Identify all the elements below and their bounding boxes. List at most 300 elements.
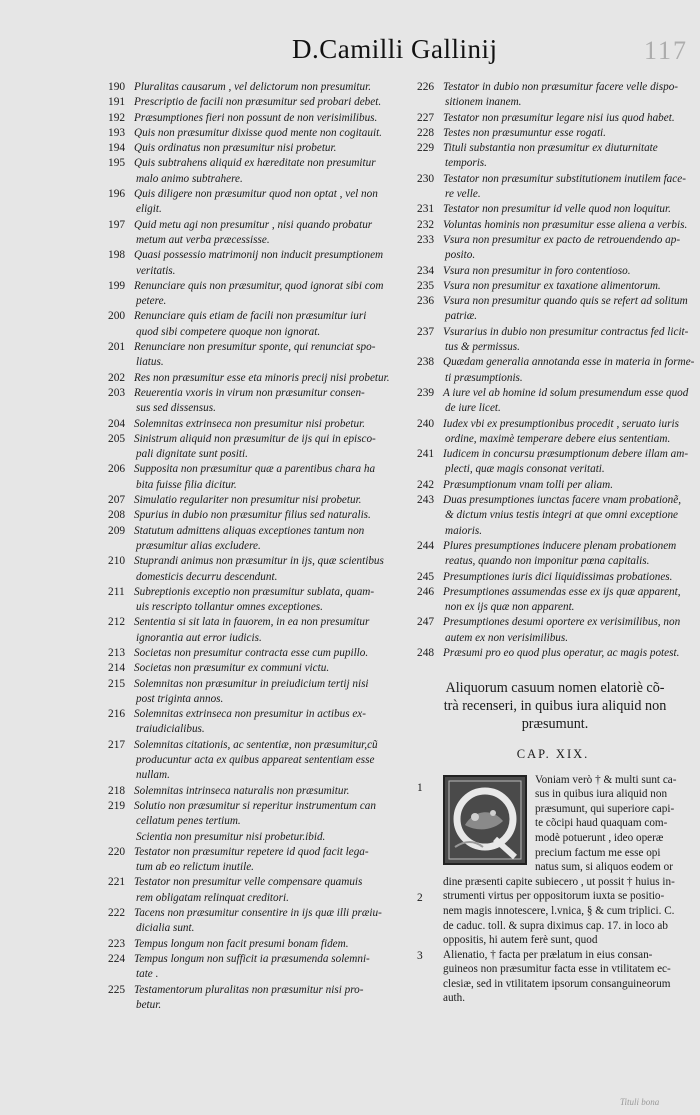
entry-text <box>134 937 410 952</box>
entry-number: 194 <box>108 142 126 155</box>
entry-text <box>443 233 689 264</box>
index-entry <box>108 875 410 906</box>
section-heading-line: trà recenseri, in quibus iura aliquid non <box>443 698 667 715</box>
entry-text <box>134 95 410 110</box>
entry-text <box>134 661 410 676</box>
entry-line: Renunciare non presumitur sponte, qui renunciat spo- <box>134 341 376 354</box>
entry-text <box>134 615 410 646</box>
index-entry <box>417 646 689 661</box>
entry-line: Solemnitas extrinseca non presumitur in actibus ex- <box>134 708 366 721</box>
entry-line: tum ab eo relictum inutile. <box>136 861 254 874</box>
entry-line: producuntur acta ex quibus appareat sententiam esse <box>136 754 375 767</box>
entry-line: ti præsumptionis. <box>445 371 523 384</box>
entry-text <box>134 156 410 187</box>
index-entry <box>108 218 410 249</box>
chapter-body <box>417 773 689 1007</box>
entry-text <box>134 111 410 126</box>
entry-line: Simulatio regulariter non presumitur nisi probetur. <box>134 494 362 507</box>
index-entry <box>108 156 410 187</box>
entry-line: Spurius in dubio non præsumitur filius sed naturalis. <box>134 509 371 522</box>
entry-line: Plures presumptiones inducere plenam probationem <box>443 539 677 552</box>
index-entry <box>108 141 410 156</box>
entry-line: tus & permissus. <box>445 341 520 354</box>
entry-line: nullam. <box>136 769 170 782</box>
index-entry <box>417 325 689 356</box>
index-entry <box>108 340 410 371</box>
entry-number: 222 <box>108 907 126 920</box>
entry-text <box>443 279 689 294</box>
entry-line: reatus, quando non imponitur pœna capitalis. <box>445 555 650 568</box>
index-entry <box>108 615 410 646</box>
entry-number: 247 <box>417 616 435 629</box>
index-entry <box>417 447 689 478</box>
entry-text <box>134 646 410 661</box>
entry-number: 212 <box>108 616 126 629</box>
index-entry <box>108 187 410 218</box>
entry-line: posito. <box>445 249 476 262</box>
entry-line: Solemnitas non præsumitur in preiudicium tertij nisi <box>134 677 369 690</box>
index-entry <box>417 493 689 539</box>
entry-line: Præsumptiones fieri non possunt de non verisimilibus. <box>134 111 378 124</box>
index-entry <box>108 952 410 983</box>
index-entry <box>417 279 689 294</box>
entry-line: Scientia non presumitur nisi probetur.ibid. <box>136 830 326 843</box>
entry-number: 245 <box>417 570 435 583</box>
entry-number: 206 <box>108 463 126 476</box>
index-entry <box>108 95 410 110</box>
entry-number: 236 <box>417 295 435 308</box>
entry-number: 213 <box>108 646 126 659</box>
entry-number: 232 <box>417 218 435 231</box>
entry-number: 237 <box>417 325 435 338</box>
body-line: te cõcipi haud quaquam com- <box>535 817 668 830</box>
body-line: guineos non præsumitur facta esse in vtilitatem ec- <box>443 963 671 976</box>
index-entry <box>108 462 410 493</box>
index-entry <box>108 906 410 937</box>
index-entry <box>108 279 410 310</box>
index-entry <box>417 386 689 417</box>
body-line: Voniam verò † & multi sunt ca- <box>535 773 677 786</box>
index-entry <box>108 661 410 676</box>
index-entry <box>108 937 410 952</box>
entry-number: 227 <box>417 111 435 124</box>
entry-number: 221 <box>108 876 126 889</box>
entry-number: 208 <box>108 509 126 522</box>
entry-text <box>134 309 410 340</box>
entry-text <box>443 493 689 539</box>
entry-text <box>443 202 689 217</box>
entry-text <box>443 585 689 616</box>
show-through-text: Tituli bona <box>620 1097 660 1107</box>
body-line: sus in quibus iura aliquid non <box>535 788 668 801</box>
entry-text <box>134 141 410 156</box>
entry-number: 238 <box>417 356 435 369</box>
entry-line: liatus. <box>136 356 164 369</box>
entry-line: Quis non præsumitur dixisse quod mente non cogitauit. <box>134 126 382 139</box>
entry-line: Sententia si sit lata in fauorem, in ea non presumitur <box>134 616 370 629</box>
index-entry <box>417 80 689 111</box>
index-entry <box>108 371 410 386</box>
entry-line: Vsura non presumitur ex taxatione alimentorum. <box>443 279 661 292</box>
entry-text <box>443 355 694 386</box>
index-entry <box>108 386 410 417</box>
entry-number: 192 <box>108 111 126 124</box>
entry-number: 230 <box>417 172 435 185</box>
entry-text <box>443 172 689 203</box>
entry-text <box>443 111 689 126</box>
index-entry <box>108 554 410 585</box>
index-entry <box>108 677 410 708</box>
entry-text <box>134 845 410 876</box>
entry-text <box>443 447 689 478</box>
entry-number: 216 <box>108 708 126 721</box>
entry-text <box>134 799 410 845</box>
index-entry <box>417 218 689 233</box>
index-entry <box>417 264 689 279</box>
entry-text <box>134 875 410 906</box>
entry-line: Presumptiones desumi oportere ex verisimilibus, non <box>443 616 681 629</box>
body-line: Alienatio, † facta per prælatum in eius consan- <box>443 948 653 961</box>
entry-line: Quid metu agi non presumitur , nisi quando probatur <box>134 218 373 231</box>
entry-text <box>134 707 410 738</box>
body-line: præsumunt, qui superiore capi- <box>535 802 675 815</box>
entry-line: Pluralitas causarum , vel delictorum non presumitur. <box>134 81 371 93</box>
entry-number: 209 <box>108 524 126 537</box>
body-line: precium factum me esse opi <box>535 846 661 859</box>
entry-text <box>134 524 410 555</box>
entry-text <box>134 80 410 95</box>
entry-text <box>134 508 410 523</box>
entry-number: 193 <box>108 126 126 139</box>
entry-text <box>134 493 410 508</box>
right-entries <box>417 80 695 661</box>
entry-number: 220 <box>108 845 126 858</box>
entry-number: 218 <box>108 784 126 797</box>
entry-number: 226 <box>417 81 435 93</box>
index-entry <box>417 355 695 386</box>
index-entry <box>108 799 410 845</box>
index-entry <box>108 80 410 95</box>
entry-number: 211 <box>108 585 125 598</box>
entry-line: Testes non præsumuntur esse rogati. <box>443 126 606 139</box>
entry-number: 234 <box>417 264 435 277</box>
index-entry <box>417 539 689 570</box>
entry-line: & dictum vnius testis integri at que omni exceptione <box>445 509 679 522</box>
entry-text <box>443 478 689 493</box>
entry-text <box>134 738 410 784</box>
section-heading-line: Aliquorum casuum nomen elatoriè cõ- <box>445 680 665 697</box>
section-heading <box>421 679 689 733</box>
right-column-index <box>417 80 695 1006</box>
entry-line: ignorantia aut error iudicis. <box>136 631 262 644</box>
entry-number: 233 <box>417 233 435 246</box>
entry-line: domesticis decurru descendunt. <box>136 570 278 583</box>
entry-line: Supposita non præsumitur quæ a parentibus chara ha <box>134 463 376 476</box>
entry-text <box>134 417 410 432</box>
entry-number: 202 <box>108 371 126 384</box>
index-entry <box>108 983 410 1014</box>
entry-line: betur. <box>136 998 162 1011</box>
entry-number: 240 <box>417 417 435 430</box>
page-header <box>0 30 700 70</box>
entry-line: quod sibi competere quoque non ignorat. <box>136 325 321 338</box>
entry-number: 224 <box>108 952 126 965</box>
entry-number: 246 <box>417 585 435 598</box>
entry-line: Renunciare quis etiam de facili non præsumitur iuri <box>134 310 367 323</box>
index-entry <box>417 172 689 203</box>
entry-line: ordine, maximè temperare debere eius sententiam. <box>445 432 671 445</box>
entry-line: pali dignitate sunt positi. <box>136 448 248 461</box>
body-line: nem magis innotescere, l.vnica, § & cum triplici. C. <box>443 904 675 917</box>
entry-line: sitionem inanem. <box>445 96 522 109</box>
entry-text <box>134 340 410 371</box>
entry-number: 214 <box>108 662 126 675</box>
entry-line: Solemnitas citationis, ac sententiæ, non præsumitur,cũ <box>134 738 378 751</box>
body-line: dine præsenti capite subiecero , ut possit † huius in- <box>443 875 675 888</box>
index-entry <box>417 233 689 264</box>
index-entry <box>417 570 689 585</box>
entry-line: maioris. <box>445 524 482 537</box>
index-entry <box>108 845 410 876</box>
entry-text <box>134 952 410 983</box>
entry-line: tate . <box>136 968 159 981</box>
entry-line: Prescriptio de facili non præsumitur sed probari debet. <box>134 96 382 109</box>
marginal-number: 1 <box>417 781 423 794</box>
body-line: modè potuerunt , ideo operæ <box>535 831 664 844</box>
entry-line: Vsura non presumitur quando quis se refert ad solitum <box>443 295 688 308</box>
entry-text <box>443 264 689 279</box>
index-entry <box>417 585 689 616</box>
index-entry <box>108 585 410 616</box>
entry-line: Testator non præsumitur legare nisi ius quod habet. <box>443 111 675 124</box>
entry-line: autem ex non verisimilibus. <box>445 631 569 644</box>
entry-number: 229 <box>417 142 435 155</box>
entry-text <box>443 325 689 356</box>
entry-line: Solemnitas extrinseca non presumitur nisi probetur. <box>134 417 365 430</box>
entry-line: Quasi possessio matrimonij non inducit presumptionem <box>134 249 384 262</box>
entry-line: Sinistrum aliquid non præsumitur de ijs qui in episco- <box>134 432 376 445</box>
entry-number: 205 <box>108 432 126 445</box>
entry-line: Testator non presumitur velle compensare quamuis <box>134 876 363 889</box>
entry-number: 219 <box>108 799 126 812</box>
index-entry <box>417 126 689 141</box>
entry-number: 191 <box>108 96 126 109</box>
entry-number: 190 <box>108 81 126 93</box>
index-entry <box>108 493 410 508</box>
entry-number: 199 <box>108 279 126 292</box>
entry-line: Societas non presumitur contracta esse cum pupillo. <box>134 646 369 659</box>
entry-number: 207 <box>108 494 126 507</box>
index-entry <box>108 417 410 432</box>
entry-line: Testamentorum pluralitas non præsumitur nisi pro- <box>134 983 364 996</box>
entry-number: 225 <box>108 983 126 996</box>
entry-line: Reuerentia vxoris in virum non præsumitur consen- <box>134 386 365 399</box>
entry-number: 210 <box>108 555 126 568</box>
entry-number: 239 <box>417 386 435 399</box>
entry-number: 242 <box>417 478 435 491</box>
entry-line: de iure licet. <box>445 402 501 415</box>
entry-number: 243 <box>417 494 435 507</box>
body-line: auth. <box>443 992 466 1005</box>
entry-number: 195 <box>108 157 126 170</box>
entry-text <box>443 126 689 141</box>
entry-line: sus sed dissensus. <box>136 402 216 415</box>
entry-line: Vsura non presumitur in foro contentioso. <box>443 264 631 277</box>
entry-text <box>134 187 410 218</box>
entry-line: re velle. <box>445 188 481 201</box>
decorated-initial-q-icon <box>443 775 527 865</box>
entry-line: præsumitur alias excludere. <box>136 539 261 552</box>
index-entry <box>417 141 689 172</box>
entry-text <box>443 615 689 646</box>
entry-line: Presumptiones assumendas esse ex ijs quæ apparent, <box>443 585 681 598</box>
entry-line: Quis subtrahens aliquid ex hæreditate non presumitur <box>134 157 376 170</box>
entry-line: Quædam generalia annotanda esse in materia in forme- <box>443 356 695 369</box>
body-line: natus sum, si aliquos eodem or <box>535 861 673 874</box>
entry-text <box>134 248 410 279</box>
entry-line: petere. <box>136 295 167 308</box>
running-title: D.Camilli Gallinij <box>292 34 498 64</box>
entry-text <box>134 784 410 799</box>
entry-number: 197 <box>108 218 126 231</box>
entry-number: 201 <box>108 341 126 354</box>
entry-text <box>134 585 410 616</box>
entry-line: plecti, quæ magis consonat veritati. <box>445 463 605 476</box>
entry-text <box>134 983 410 1014</box>
entry-line: Res non præsumitur esse eta minoris precij nisi probetur. <box>134 371 390 384</box>
index-entry <box>417 615 689 646</box>
entry-text <box>134 218 410 249</box>
section-heading-line: præsumunt. <box>521 716 589 733</box>
entry-line: Testator non presumitur id velle quod non loquitur. <box>443 203 671 216</box>
index-entry <box>108 508 410 523</box>
entry-text <box>134 432 410 463</box>
entry-line: Duas presumptiones iunctas facere vnam probationẽ, <box>443 494 682 507</box>
entry-line: bita fuisse filia dicitur. <box>136 478 237 491</box>
entry-line: A iure vel ab homine id solum presumendum esse quod <box>443 386 689 399</box>
entry-text <box>134 462 410 493</box>
entry-number: 241 <box>417 448 435 461</box>
left-column-index <box>108 80 410 1013</box>
entry-text <box>443 294 689 325</box>
entry-line: Vsurarius in dubio non presumitur contractus fed licit- <box>443 325 689 338</box>
entry-text <box>443 646 689 661</box>
entry-line: Tituli substantia non præsumitur ex diuturnitate <box>443 142 658 155</box>
index-entry <box>108 432 410 463</box>
index-entry <box>417 294 689 325</box>
entry-number: 203 <box>108 386 126 399</box>
index-entry <box>108 126 410 141</box>
entry-number: 248 <box>417 646 435 659</box>
index-entry <box>417 202 689 217</box>
marginal-number: 2 <box>417 891 423 904</box>
entry-line: Testator non præsumitur repetere id quod facit lega- <box>134 845 369 858</box>
entry-line: Voluntas hominis non præsumitur esse aliena a verbis. <box>443 218 688 231</box>
entry-line: Solemnitas intrinseca naturalis non præsumitur. <box>134 784 350 797</box>
entry-line: Præsumi pro eo quod plus operatur, ac magis potest. <box>443 646 680 659</box>
index-entry <box>108 309 410 340</box>
entry-line: malo animo subtrahere. <box>136 172 243 185</box>
entry-text <box>443 218 689 233</box>
entry-line: Iudicem in concursu præsumptionum debere illam am- <box>443 448 689 461</box>
entry-line: temporis. <box>445 157 487 170</box>
entry-text <box>443 80 689 111</box>
entry-line: Stuprandi animus non præsumitur in ijs, quæ scientibus <box>134 555 384 568</box>
body-line: strumenti virtus per oppositorum iuxta se positio- <box>443 890 665 903</box>
entry-number: 215 <box>108 677 126 690</box>
entry-text <box>443 570 689 585</box>
entry-line: uis rescripto tollantur omnes exceptiones. <box>136 601 323 614</box>
index-entry <box>108 248 410 279</box>
index-entry <box>108 738 410 784</box>
index-entry <box>108 646 410 661</box>
entry-text <box>134 554 410 585</box>
entry-text <box>443 539 689 570</box>
entry-line: Tempus longum non sufficit ia præsumenda solemni- <box>134 952 370 965</box>
body-line: de caduc. toll. & supra diximus cap. 17. in loco ab <box>443 919 668 932</box>
entry-number: 204 <box>108 417 126 430</box>
show-through-folio: 117 <box>643 36 688 65</box>
body-line: oppositis, hi autem ferè sunt, quod <box>443 934 598 947</box>
entry-line: patriæ. <box>445 310 478 323</box>
entry-number: 231 <box>417 203 435 216</box>
entry-line: Societas non præsumitur ex communi victu. <box>134 662 330 675</box>
index-entry <box>108 707 410 738</box>
entry-line: Solutio non præsumitur si reperitur instrumentum can <box>134 799 376 812</box>
index-entry <box>108 524 410 555</box>
entry-line: dicialia sunt. <box>136 922 195 935</box>
entry-line: eligit. <box>136 203 162 216</box>
entry-number: 196 <box>108 188 126 201</box>
entry-number: 244 <box>417 539 435 552</box>
entry-text <box>134 386 410 417</box>
entry-number: 200 <box>108 310 126 323</box>
entry-line: post triginta annos. <box>136 692 224 705</box>
entry-line: Statutum admittens aliquas exceptiones tantum non <box>134 524 365 537</box>
entry-line: Quis ordinatus non præsumitur nisi probetur. <box>134 142 337 155</box>
entry-line: rem obligatam relinquat creditori. <box>136 891 289 904</box>
entry-text <box>134 906 410 937</box>
entry-number: 198 <box>108 249 126 262</box>
body-full-lines <box>417 875 689 1006</box>
entry-text <box>134 279 410 310</box>
index-entry <box>417 111 689 126</box>
entry-line: Presumptiones iuris dici liquidissimas probationes. <box>443 570 673 583</box>
entry-number: 228 <box>417 126 435 139</box>
entry-number: 223 <box>108 937 126 950</box>
entry-text <box>134 677 410 708</box>
entry-line: Tempus longum non facit presumi bonam fidem. <box>134 937 349 950</box>
entry-text <box>443 386 689 417</box>
entry-text <box>443 417 689 448</box>
entry-line: Tacens non præsumitur consentire in ijs quæ illi præiu- <box>134 907 382 920</box>
entry-line: Renunciare quis non præsumitur, quod ignorat sibi com <box>134 279 384 292</box>
entry-line: Præsumptionum vnam tolli per aliam. <box>443 478 613 491</box>
index-entry <box>417 478 689 493</box>
body-line: clesiæ, sed in vtilitatem ipsorum consanguineorum <box>443 977 671 990</box>
index-entry <box>108 111 410 126</box>
entry-line: metum aut verba præcessisse. <box>136 233 270 246</box>
entry-text <box>134 371 410 386</box>
entry-line: Iudex vbi ex presumptionibus procedit , seruato iuris <box>443 417 679 430</box>
marginal-number: 3 <box>417 949 423 962</box>
entry-line: non ex ijs quæ non apparent. <box>445 601 575 614</box>
entry-line: Subreptionis exceptio non præsumitur sublata, quam- <box>134 585 375 598</box>
entry-line: veritatis. <box>136 264 176 277</box>
entry-line: Quis diligere non præsumitur quod non optat , vel non <box>134 188 378 201</box>
entry-line: Vsura non presumitur ex pacto de retrouendendo ap- <box>443 233 681 246</box>
entry-line: Testator in dubio non præsumitur facere velle dispo- <box>443 81 679 93</box>
